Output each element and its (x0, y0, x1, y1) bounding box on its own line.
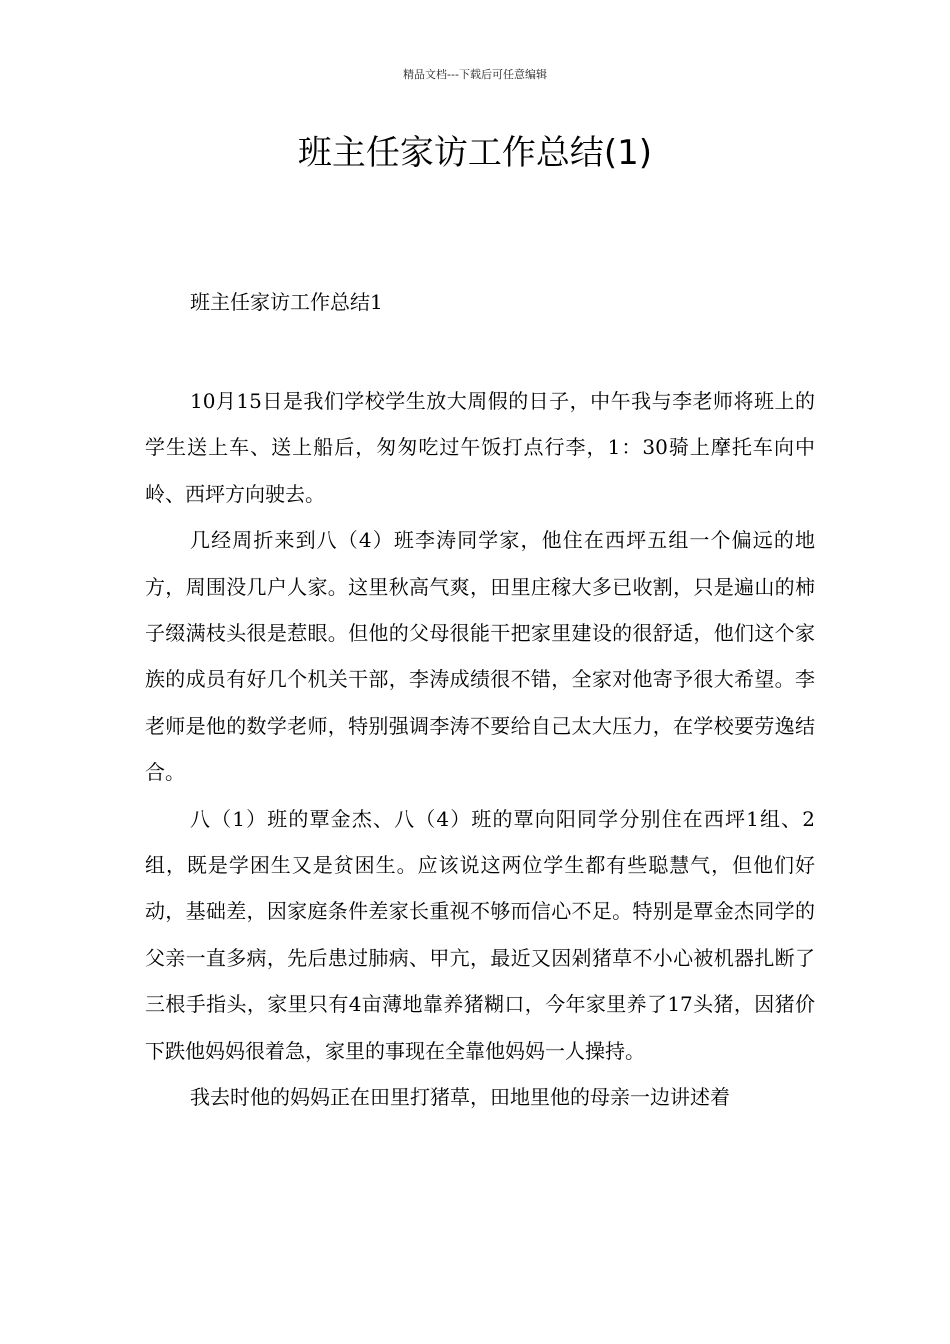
document-title: 班主任家访工作总结(1) (297, 133, 653, 173)
paragraph-3: 八（1）班的覃金杰、八（4）班的覃向阳同学分别住在西坪1组、2组，既是学困生又是贫困生。应该说这两位学生都有些聪慧气，但他们好动，基础差，因家庭条件差家长重视不够而信心不足。特别是覃金杰同学的父亲一直多病，先后患过肺病、甲亢，最近又因剁猪草不小心被机器扎断了三根手指头，家里只有4亩薄地靠养猪糊口，今年家里养了17头猪，因猪价下跌他妈妈很着急，家里的事现在全靠他妈妈一人操持。 (145, 806, 815, 1063)
document-body (145, 378, 815, 1121)
paragraph-4: 我去时他的妈妈正在田里打猪草，田地里他的母亲一边讲述着 (190, 1085, 730, 1110)
document-subtitle: 班主任家访工作总结1 (190, 290, 383, 314)
header-note: 精品文档---下载后可任意编辑 (403, 68, 547, 81)
paragraph-1: 10月15日是我们学校学生放大周假的日子，中午我与李老师将班上的学生送上车、送上船后，匆匆吃过午饭打点行李，1：30骑上摩托车向中岭、西坪方向驶去。 (145, 389, 815, 506)
paragraph-2: 几经周折来到八（4）班李涛同学家，他住在西坪五组一个偏远的地方，周围没几户人家。这里秋高气爽，田里庄稼大多已收割，只是遍山的柿子缀满枝头很是惹眼。但他的父母很能干把家里建设的很舒适，他们这个家族的成员有好几个机关干部，李涛成绩很不错，全家对他寄予很大希望。李老师是他的数学老师，特别强调李涛不要给自己太大压力，在学校要劳逸结合。 (145, 528, 815, 785)
